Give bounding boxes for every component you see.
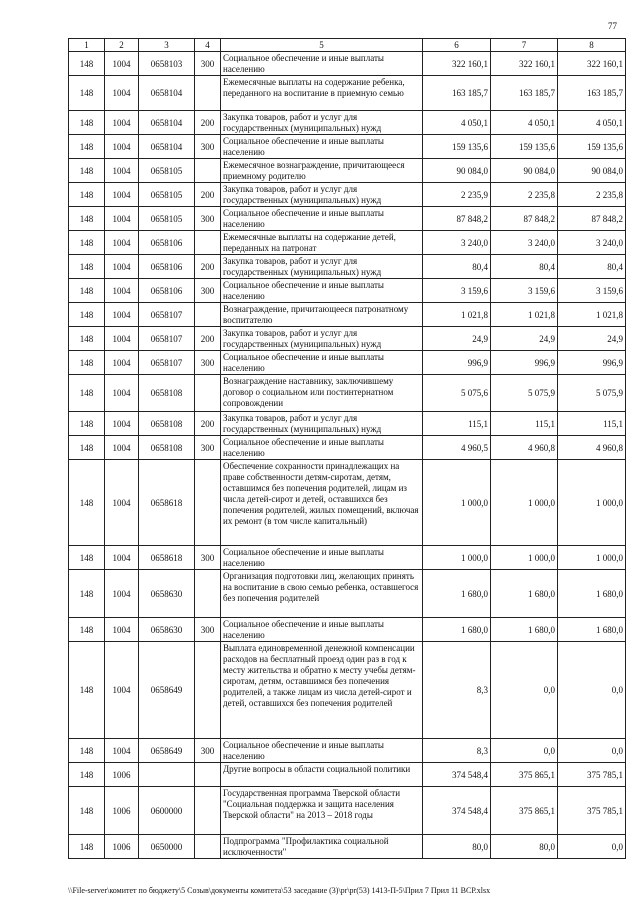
description-cell: Ежемесячное вознаграждение, причитающееся приемному родителю [221,159,423,183]
amount-col6-cell: 163 185,7 [423,76,491,111]
target-code-cell: 0658618 [139,546,195,570]
expense-type-cell [195,787,221,835]
description-cell: Социальное обеспечение и иные выплаты населению [221,279,423,303]
amount-col7-cell: 1 000,0 [491,546,558,570]
description-cell: Социальное обеспечение и иные выплаты населению [221,739,423,763]
section-code-cell: 1004 [105,375,139,412]
description-cell: Организация подготовки лиц, желающих принять на воспитание в свою семью ребенка, оставшегося без попечения родителей [221,570,423,618]
target-code-cell: 0650000 [139,835,195,859]
amount-col8-cell: 1 000,0 [558,546,626,570]
table-row [69,159,626,183]
table-row [69,135,626,159]
ministry-code-cell: 148 [69,546,105,570]
ministry-code-cell: 148 [69,159,105,183]
column-header: 5 [221,39,423,52]
target-code-cell: 0658106 [139,255,195,279]
description-cell: Ежемесячные выплаты на содержание ребенка, переданного на воспитание в приемную семью [221,76,423,111]
page-number: 77 [608,21,617,31]
table-row [69,327,626,351]
ministry-code-cell: 148 [69,135,105,159]
amount-col8-cell: 996,9 [558,351,626,375]
section-code-cell: 1006 [105,787,139,835]
ministry-code-cell: 148 [69,183,105,207]
table-body [69,52,626,859]
file-path-footer: \\File-server\комитет по бюджету\5 Созыв\документы комитета\53 заседание (3)\pr\pr(53) 1413-П-5\Прил 7 Прил 11 ВСР.xlsx [68,886,491,895]
amount-col7-cell: 24,9 [491,327,558,351]
amount-col6-cell: 115,1 [423,412,491,436]
description-cell: Вознаграждение, причитающееся патронатному воспитателю [221,303,423,327]
amount-col8-cell: 4 960,8 [558,436,626,460]
expense-type-cell: 200 [195,111,221,135]
table-row [69,460,626,546]
amount-col7-cell: 159 135,6 [491,135,558,159]
section-code-cell: 1004 [105,327,139,351]
section-code-cell: 1004 [105,207,139,231]
expense-type-cell: 300 [195,351,221,375]
description-cell: Закупка товаров, работ и услуг для государственных (муниципальных) нужд [221,412,423,436]
column-header: 1 [69,39,105,52]
description-cell: Социальное обеспечение и иные выплаты населению [221,436,423,460]
amount-col8-cell: 1 680,0 [558,570,626,618]
section-code-cell: 1004 [105,135,139,159]
section-code-cell: 1004 [105,52,139,76]
amount-col6-cell: 87 848,2 [423,207,491,231]
expense-type-cell: 200 [195,255,221,279]
section-code-cell: 1006 [105,763,139,787]
table-row [69,76,626,111]
amount-col7-cell: 375 865,1 [491,787,558,835]
amount-col8-cell: 24,9 [558,327,626,351]
table-row [69,231,626,255]
amount-col8-cell: 80,4 [558,255,626,279]
amount-col7-cell: 115,1 [491,412,558,436]
table-row [69,183,626,207]
amount-col6-cell: 1 680,0 [423,618,491,642]
target-code-cell: 0658106 [139,279,195,303]
amount-col6-cell: 374 548,4 [423,787,491,835]
amount-col7-cell: 4 050,1 [491,111,558,135]
description-cell: Социальное обеспечение и иные выплаты населению [221,351,423,375]
target-code-cell: 0658108 [139,436,195,460]
ministry-code-cell: 148 [69,412,105,436]
table-row [69,412,626,436]
expense-type-cell [195,303,221,327]
ministry-code-cell: 148 [69,787,105,835]
amount-col8-cell: 1 680,0 [558,618,626,642]
amount-col7-cell: 5 075,9 [491,375,558,412]
target-code-cell: 0658103 [139,52,195,76]
description-cell: Социальное обеспечение и иные выплаты населению [221,207,423,231]
amount-col7-cell: 3 240,0 [491,231,558,255]
ministry-code-cell: 148 [69,111,105,135]
table-row [69,207,626,231]
ministry-code-cell: 148 [69,739,105,763]
amount-col6-cell: 3 159,6 [423,279,491,303]
amount-col6-cell: 3 240,0 [423,231,491,255]
expense-type-cell [195,231,221,255]
amount-col7-cell: 3 159,6 [491,279,558,303]
amount-col6-cell: 1 000,0 [423,546,491,570]
target-code-cell [139,763,195,787]
amount-col8-cell: 375 785,1 [558,787,626,835]
description-cell: Ежемесячные выплаты на содержание детей, переданных на патронат [221,231,423,255]
target-code-cell: 0658630 [139,618,195,642]
amount-col7-cell: 1 021,8 [491,303,558,327]
ministry-code-cell: 148 [69,570,105,618]
ministry-code-cell: 148 [69,642,105,739]
amount-col8-cell: 3 240,0 [558,231,626,255]
section-code-cell: 1006 [105,835,139,859]
amount-col6-cell: 80,0 [423,835,491,859]
table-row [69,787,626,835]
section-code-cell: 1004 [105,351,139,375]
table-row [69,763,626,787]
amount-col6-cell: 80,4 [423,255,491,279]
amount-col8-cell: 87 848,2 [558,207,626,231]
target-code-cell: 0658618 [139,460,195,546]
table-row [69,279,626,303]
amount-col7-cell: 163 185,7 [491,76,558,111]
description-cell: Закупка товаров, работ и услуг для государственных (муниципальных) нужд [221,255,423,279]
target-code-cell: 0658108 [139,412,195,436]
amount-col8-cell: 1 000,0 [558,460,626,546]
target-code-cell: 0658106 [139,231,195,255]
expense-type-cell: 200 [195,412,221,436]
expense-type-cell: 300 [195,279,221,303]
description-cell: Другие вопросы в области социальной политики [221,763,423,787]
column-header: 8 [558,39,626,52]
expense-type-cell [195,763,221,787]
section-code-cell: 1004 [105,739,139,763]
ministry-code-cell: 148 [69,52,105,76]
section-code-cell: 1004 [105,231,139,255]
section-code-cell: 1004 [105,570,139,618]
amount-col7-cell: 375 865,1 [491,763,558,787]
target-code-cell: 0658104 [139,76,195,111]
amount-col7-cell: 4 960,8 [491,436,558,460]
target-code-cell: 0658104 [139,135,195,159]
target-code-cell: 0658104 [139,111,195,135]
target-code-cell: 0658105 [139,159,195,183]
expense-type-cell [195,76,221,111]
amount-col7-cell: 1 680,0 [491,570,558,618]
column-header: 7 [491,39,558,52]
target-code-cell: 0600000 [139,787,195,835]
table-row [69,351,626,375]
amount-col8-cell: 90 084,0 [558,159,626,183]
column-header: 2 [105,39,139,52]
amount-col7-cell: 0,0 [491,739,558,763]
table-row [69,52,626,76]
expense-type-cell [195,460,221,546]
section-code-cell: 1004 [105,183,139,207]
expense-type-cell: 300 [195,207,221,231]
amount-col7-cell: 2 235,8 [491,183,558,207]
amount-col6-cell: 8,3 [423,642,491,739]
amount-col8-cell: 2 235,8 [558,183,626,207]
amount-col6-cell: 1 680,0 [423,570,491,618]
expense-type-cell: 200 [195,183,221,207]
description-cell: Государственная программа Тверской области "Социальная поддержка и защита населения Тверской области" на 2013 – 2018 годы [221,787,423,835]
amount-col8-cell: 4 050,1 [558,111,626,135]
description-cell: Социальное обеспечение и иные выплаты населению [221,135,423,159]
section-code-cell: 1004 [105,460,139,546]
amount-col8-cell: 5 075,9 [558,375,626,412]
amount-col7-cell: 322 160,1 [491,52,558,76]
section-code-cell: 1004 [105,303,139,327]
description-cell: Подпрограмма "Профилактика социальной исключенности" [221,835,423,859]
amount-col6-cell: 8,3 [423,739,491,763]
ministry-code-cell: 148 [69,327,105,351]
description-cell: Социальное обеспечение и иные выплаты населению [221,546,423,570]
section-code-cell: 1004 [105,546,139,570]
amount-col6-cell: 159 135,6 [423,135,491,159]
table-row [69,111,626,135]
ministry-code-cell: 148 [69,436,105,460]
description-cell: Социальное обеспечение и иные выплаты населению [221,618,423,642]
section-code-cell: 1004 [105,255,139,279]
ministry-code-cell: 148 [69,303,105,327]
column-header: 3 [139,39,195,52]
ministry-code-cell: 148 [69,255,105,279]
description-cell: Закупка товаров, работ и услуг для государственных (муниципальных) нужд [221,327,423,351]
budget-table [68,38,626,859]
amount-col8-cell: 159 135,6 [558,135,626,159]
amount-col8-cell: 0,0 [558,835,626,859]
table-row [69,303,626,327]
header-row [69,39,626,52]
section-code-cell: 1004 [105,111,139,135]
amount-col6-cell: 24,9 [423,327,491,351]
section-code-cell: 1004 [105,279,139,303]
description-cell: Закупка товаров, работ и услуг для государственных (муниципальных) нужд [221,183,423,207]
expense-type-cell [195,835,221,859]
expense-type-cell: 300 [195,618,221,642]
description-cell: Обеспечение сохранности принадлежащих на праве собственности детям-сиротам, детям, оставшимся без попечения родителей, лицам из числа детей-сирот и детей, оставшихся без попечения родителей, жилых помещений, включая их ремонт (в том числе капитальный) [221,460,423,546]
target-code-cell: 0658107 [139,303,195,327]
amount-col8-cell: 115,1 [558,412,626,436]
amount-col6-cell: 2 235,9 [423,183,491,207]
column-header: 4 [195,39,221,52]
amount-col6-cell: 322 160,1 [423,52,491,76]
column-header: 6 [423,39,491,52]
description-cell: Закупка товаров, работ и услуг для государственных (муниципальных) нужд [221,111,423,135]
ministry-code-cell: 148 [69,207,105,231]
table-row [69,618,626,642]
amount-col6-cell: 90 084,0 [423,159,491,183]
section-code-cell: 1004 [105,412,139,436]
amount-col7-cell: 87 848,2 [491,207,558,231]
description-cell: Вознаграждение наставнику, заключившему договор о социальном или постинтернатном сопровождении [221,375,423,412]
target-code-cell: 0658630 [139,570,195,618]
amount-col8-cell: 1 021,8 [558,303,626,327]
table-row [69,255,626,279]
amount-col8-cell: 0,0 [558,642,626,739]
target-code-cell: 0658649 [139,642,195,739]
amount-col6-cell: 5 075,6 [423,375,491,412]
description-cell: Социальное обеспечение и иные выплаты населению [221,52,423,76]
amount-col6-cell: 374 548,4 [423,763,491,787]
ministry-code-cell: 148 [69,231,105,255]
expense-type-cell: 300 [195,436,221,460]
section-code-cell: 1004 [105,618,139,642]
description-cell: Выплата единовременной денежной компенсации расходов на бесплатный проезд один раз в год к месту жительства и обратно к месту учебы детям-сиротам, детям, оставшимся без попечения родителей, а также лицам из числа детей-сирот и детей, оставшихся без попечения родителей [221,642,423,739]
amount-col8-cell: 3 159,6 [558,279,626,303]
expense-type-cell [195,159,221,183]
table-row [69,436,626,460]
table-row [69,375,626,412]
amount-col6-cell: 1 000,0 [423,460,491,546]
section-code-cell: 1004 [105,436,139,460]
amount-col7-cell: 1 000,0 [491,460,558,546]
table-row [69,642,626,739]
target-code-cell: 0658107 [139,327,195,351]
amount-col7-cell: 0,0 [491,642,558,739]
expense-type-cell: 300 [195,135,221,159]
section-code-cell: 1004 [105,159,139,183]
table-row [69,835,626,859]
amount-col7-cell: 996,9 [491,351,558,375]
amount-col8-cell: 0,0 [558,739,626,763]
section-code-cell: 1004 [105,76,139,111]
table-row [69,546,626,570]
section-code-cell: 1004 [105,642,139,739]
target-code-cell: 0658649 [139,739,195,763]
amount-col6-cell: 1 021,8 [423,303,491,327]
amount-col6-cell: 4 960,5 [423,436,491,460]
target-code-cell: 0658108 [139,375,195,412]
amount-col7-cell: 80,0 [491,835,558,859]
amount-col6-cell: 996,9 [423,351,491,375]
expense-type-cell: 200 [195,327,221,351]
ministry-code-cell: 148 [69,351,105,375]
amount-col8-cell: 163 185,7 [558,76,626,111]
table-row [69,739,626,763]
amount-col7-cell: 80,4 [491,255,558,279]
expense-type-cell [195,570,221,618]
expense-type-cell [195,642,221,739]
expense-type-cell: 300 [195,546,221,570]
ministry-code-cell: 148 [69,763,105,787]
ministry-code-cell: 148 [69,279,105,303]
target-code-cell: 0658107 [139,351,195,375]
expense-type-cell: 300 [195,52,221,76]
target-code-cell: 0658105 [139,183,195,207]
ministry-code-cell: 148 [69,835,105,859]
ministry-code-cell: 148 [69,375,105,412]
amount-col6-cell: 4 050,1 [423,111,491,135]
amount-col7-cell: 90 084,0 [491,159,558,183]
table-row [69,570,626,618]
target-code-cell: 0658105 [139,207,195,231]
expense-type-cell [195,375,221,412]
ministry-code-cell: 148 [69,76,105,111]
ministry-code-cell: 148 [69,460,105,546]
amount-col7-cell: 1 680,0 [491,618,558,642]
expense-type-cell: 300 [195,739,221,763]
amount-col8-cell: 375 785,1 [558,763,626,787]
amount-col8-cell: 322 160,1 [558,52,626,76]
ministry-code-cell: 148 [69,618,105,642]
